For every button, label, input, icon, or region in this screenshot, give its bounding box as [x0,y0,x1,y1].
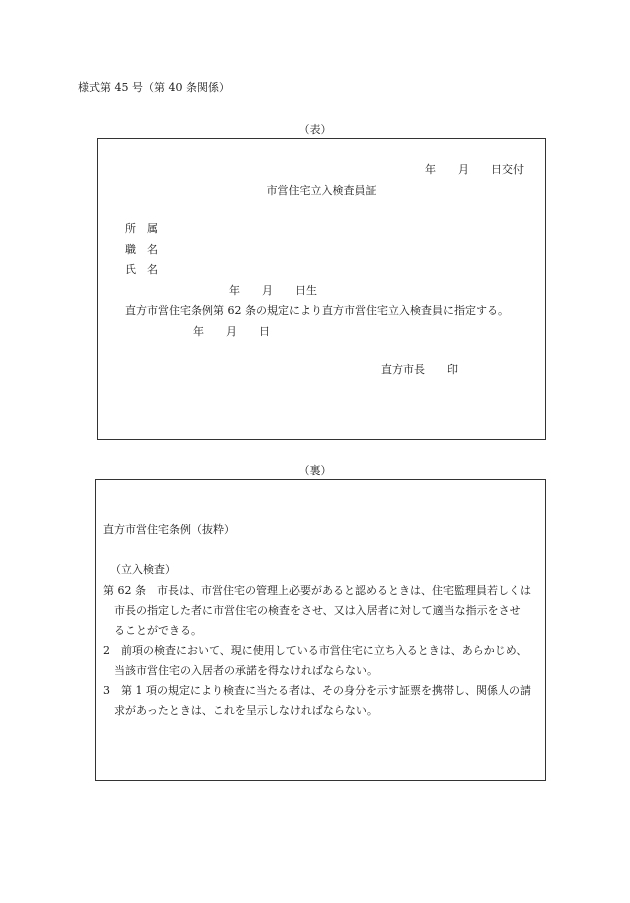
form-number: 様式第 45 号（第 40 条関係） [78,81,230,94]
back-side-label: （裏） [298,464,332,477]
designation-date: 年 月 日 [193,325,270,338]
ordinance-heading: 直方市営住宅条例（抜粋） [103,523,235,536]
para3-line-2: 求があったときは、これを呈示しなければならない。 [114,704,378,717]
para3-line-1: 3 第 1 項の規定により検査に当たる者は、その身分を示す証票を携帯し、関係人の請 [103,684,531,697]
designation-statement: 直方市営住宅条例第 62 条の規定により直方市営住宅立入検査員に指定する。 [125,304,509,317]
para2-line-2: 当該市営住宅の入居者の承諾を得なければならない。 [114,664,378,677]
section-title: （立入検査） [110,563,176,576]
field-position: 職 名 [125,243,158,256]
field-affiliation: 所 属 [125,222,158,235]
issue-date: 年 月 日交付 [425,163,524,176]
article-line-2: 市長の指定した者に市営住宅の検査をさせ、又は入居者に対して適当な指示をさせ [114,604,521,617]
para2-line-1: 2 前項の検査において、現に使用している市営住宅に立ち入るときは、あらかじめ、 [103,644,528,657]
issuer-seal: 直方市長 印 [381,363,458,376]
card-title: 市営住宅立入検査員証 [266,184,377,197]
front-side-label: （表） [298,123,332,136]
birth-date: 年 月 日生 [229,284,317,297]
article-line-1: 第 62 条 市長は、市営住宅の管理上必要があると認めるときは、住宅監理員若しくは [103,584,531,597]
field-name: 氏 名 [125,263,158,276]
article-line-3: ることができる。 [114,624,202,637]
